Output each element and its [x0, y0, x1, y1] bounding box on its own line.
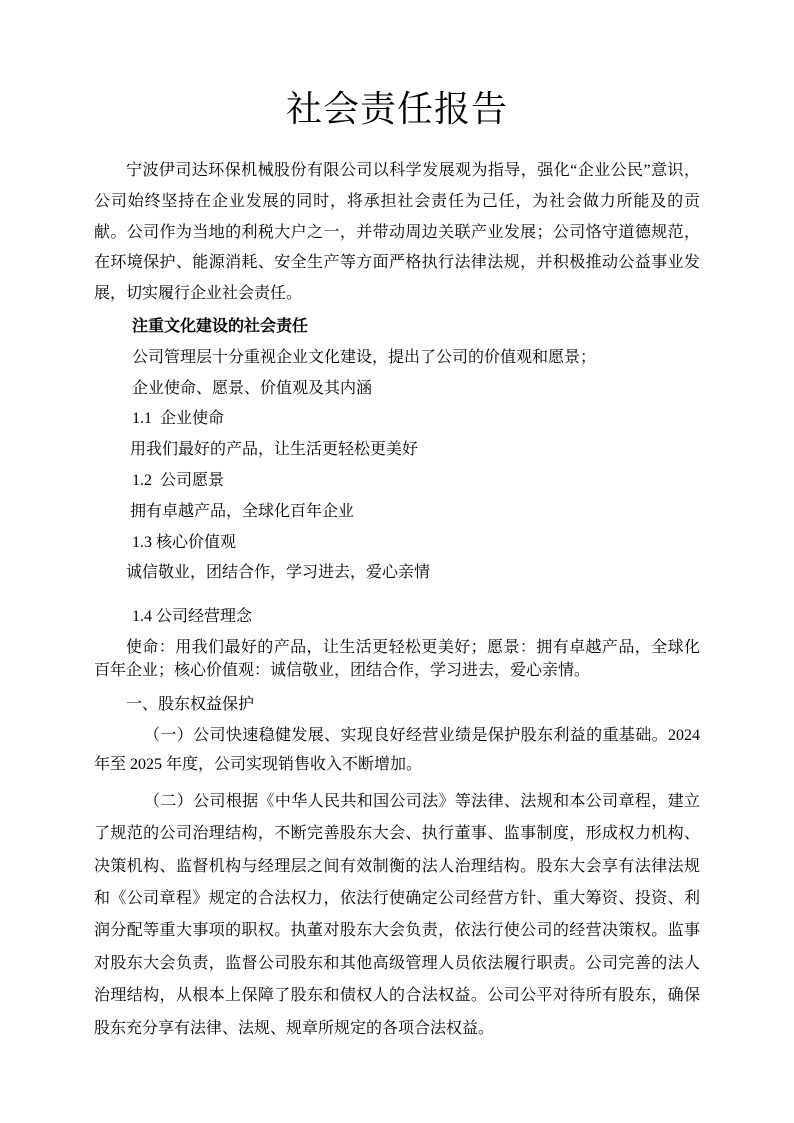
- mission-vision-heading: 企业使命、愿景、价值观及其内涵: [132, 379, 373, 397]
- section-1-1-heading: 1.1 企业使命: [132, 410, 225, 428]
- intro-paragraph: 宁波伊司达环保机械股份有限公司以科学发展观为指导，强化“企业公民”意识，公司始终坚持在企业发展的同时，将承担社会责任为己任，为社会做力所能及的贡献。公司作为当地的利税大户之一，并带动周边关联产业发展；公司恪守道德规范，在环境保护、能源消耗、安全生产等方面严格执行法律法规，并积极推动公益事业发展，切实履行企业社会责任。: [94, 162, 700, 303]
- vision-text: 拥有卓越产品，全球化百年企业: [130, 502, 355, 520]
- section-1-2-heading: 1.2 公司愿景: [132, 471, 225, 489]
- mission-text: 用我们最好的产品，让生活更轻松更美好: [130, 441, 419, 459]
- section-1-4-heading: 1.4 公司经营理念: [132, 608, 253, 626]
- philosophy-paragraph: 使命：用我们最好的产品，让生活更轻松更美好；愿景：拥有卓越产品，全球化百年企业；核心价值观：诚信敬业，团结合作，学习进去，爱心亲情。: [94, 638, 700, 680]
- values-text: 诚信敬业，团结合作，学习进去，爱心亲情: [126, 564, 431, 582]
- culture-heading: 注重文化建设的社会责任: [132, 317, 309, 335]
- section-1-3-heading: 1.3 核心价值观: [132, 533, 237, 551]
- shareholder-section-heading: 一、股东权益保护: [126, 695, 255, 713]
- shareholder-item-1: （一）公司快速稳健发展、实现良好经营业绩是保护股东利益的重基础。2024 年至 2025 年度，公司实现销售收入不断增加。: [94, 726, 700, 774]
- shareholder-item-2: （二）公司根据《中华人民共和国公司法》等法律、法规和本公司章程，建立了规范的公司治理结构，不断完善股东大会、执行董事、监事制度，形成权力机构、决策机构、监督机构与经理层之间有效制衡的法人治理结构。股东大会享有法律法规和《公司章程》规定的合法权力，依法行使确定公司经营方针、重大筹资、投资、利润分配等重大事项的职权。执董对股东大会负责，依法行使公司的经营决策权。监事对股东大会负责，监督公司股东和其他高级管理人员依法履行职责。公司完善的法人治理结构，从根本上保障了股东和债权人的合法权益。公司公平对待所有股东，确保股东充分享有法律、法规、规章所规定的各项合法权益。: [94, 792, 700, 1037]
- culture-paragraph: 公司管理层十分重视企业文化建设，提出了公司的价值观和愿景；: [132, 348, 597, 366]
- document-title: 社会责任报告: [285, 89, 508, 129]
